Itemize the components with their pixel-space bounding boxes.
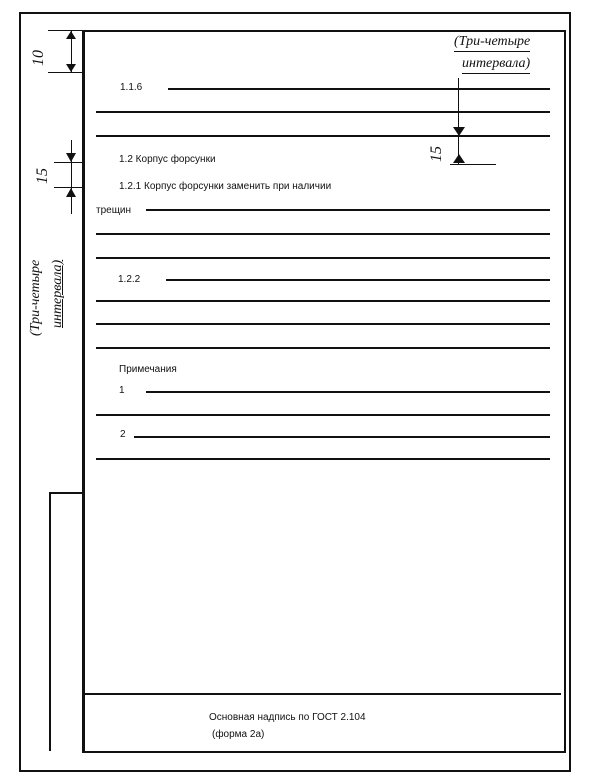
note-1-number: 1 bbox=[119, 385, 125, 396]
line-item-1-2-2 bbox=[166, 279, 550, 281]
left-annotation-line2: интервала) bbox=[50, 259, 65, 328]
text-line-6 bbox=[96, 323, 550, 325]
dimension-label-right-15: 15 bbox=[428, 146, 445, 162]
dimension-label-10: 10 bbox=[30, 50, 47, 66]
dimension-label-left-15: 15 bbox=[34, 168, 51, 184]
text-line-3 bbox=[96, 233, 550, 235]
dimension-top-10 bbox=[28, 28, 84, 76]
section-1-2-title: 1.2 Корпус форсунки bbox=[119, 154, 216, 165]
note-2-number: 2 bbox=[120, 429, 126, 440]
top-annotation bbox=[452, 32, 560, 82]
note-line-2 bbox=[96, 414, 550, 416]
item-1-2-2: 1.2.2 bbox=[118, 274, 141, 285]
text-line-5 bbox=[96, 300, 550, 302]
title-block-line2: (форма 2а) bbox=[212, 729, 265, 740]
top-annotation-line1: (Три-четыре bbox=[454, 34, 530, 52]
item-1-2-1-continuation: трещин bbox=[96, 205, 132, 216]
stamp-column bbox=[49, 492, 84, 751]
title-block-line1: Основная надпись по ГОСТ 2.104 bbox=[209, 712, 366, 723]
text-line-7 bbox=[96, 347, 550, 349]
note-1-line bbox=[146, 391, 550, 393]
note-line-3 bbox=[96, 458, 550, 460]
left-annotation-line1: (Три-четыре bbox=[28, 259, 43, 336]
text-line-2 bbox=[96, 135, 550, 137]
dimension-right-15 bbox=[426, 78, 498, 168]
text-line-4 bbox=[96, 257, 550, 259]
notes-title: Примечания bbox=[119, 364, 177, 375]
line-item-1-2-1 bbox=[146, 209, 550, 211]
text-line-1 bbox=[96, 111, 550, 113]
item-1-1-6: 1.1.6 bbox=[120, 82, 143, 93]
title-block-separator bbox=[85, 693, 561, 695]
line-item-1-1-6 bbox=[168, 88, 550, 90]
left-annotation bbox=[26, 200, 86, 340]
note-2-line bbox=[134, 436, 550, 438]
item-1-2-1: 1.2.1 Корпус форсунки заменить при наличии bbox=[119, 181, 332, 192]
top-annotation-line2: интервала) bbox=[462, 56, 530, 74]
